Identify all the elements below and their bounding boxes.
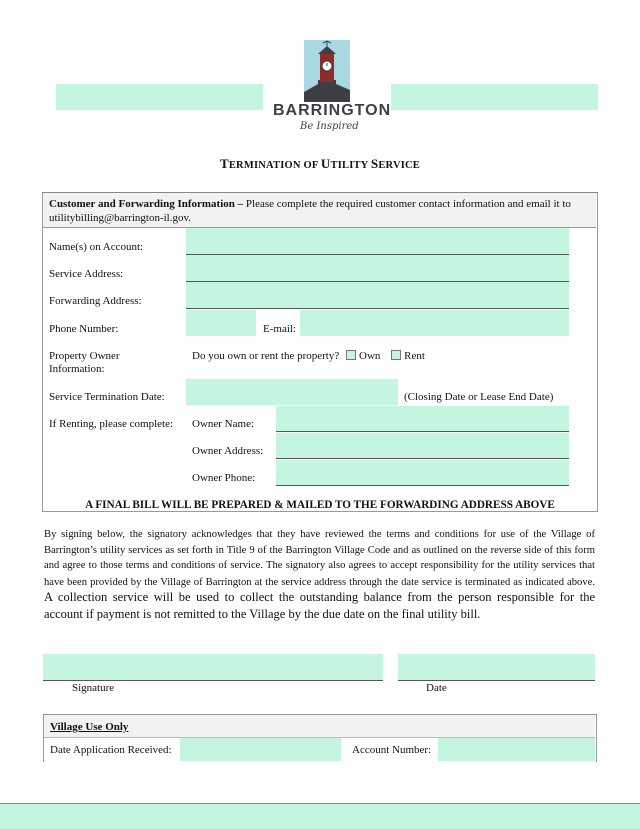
email-input[interactable] (300, 310, 569, 336)
final-bill-notice: A FINAL BILL WILL BE PREPARED & MAILED TO THE FORWARDING ADDRESS ABOVE (85, 499, 555, 511)
phone-label: Phone Number: (49, 323, 119, 335)
clock-tower-icon (304, 40, 350, 102)
names-input[interactable] (186, 228, 569, 255)
own-checkbox[interactable] (346, 350, 356, 360)
termination-date-hint: (Closing Date or Lease End Date) (404, 391, 554, 403)
rent-option-label: Rent (404, 350, 425, 362)
form-title: TERMINATION OF UTILITY SERVICE (219, 156, 421, 171)
service-address-label: Service Address: (49, 268, 124, 280)
date-received-input[interactable] (180, 738, 341, 761)
owner-address-input[interactable] (276, 433, 569, 459)
forwarding-address-label: Forwarding Address: (49, 295, 142, 307)
logo-wordmark: BARRINGTON (273, 102, 392, 119)
account-number-label: Account Number: (352, 744, 432, 756)
village-logo (270, 38, 392, 138)
renting-label: If Renting, please complete: (49, 418, 174, 430)
owner-name-input[interactable] (276, 406, 569, 432)
terms-paragraph: By signing below, the signatory acknowledges that they have reviewed the terms and conditions for use of the Village of Barrington’s utility services as set forth in Title 9 of the Barrington Village Code and as outlined on the reverse side of this form and agree to those terms and conditions of service. The signatory also agrees to accept responsibility for the utility services that have been provided by the Village of Barrington at the service address through the date service is terminated as indicated above. A collection service will be used to collect the outstanding balance from the person responsible for the account if payment is not remitted to the Village by the due date on the final utility bill. (44, 529, 595, 621)
owner-name-label: Owner Name: (192, 418, 255, 430)
account-number-input[interactable] (438, 738, 595, 761)
termination-date-label: Service Termination Date: (49, 391, 165, 403)
names-label: Name(s) on Account: (49, 241, 144, 253)
village-use-heading: Village Use Only (50, 721, 129, 733)
header-left-band (56, 84, 263, 110)
rent-checkbox[interactable] (391, 350, 401, 360)
termination-date-input[interactable] (186, 379, 398, 405)
email-label: E-mail: (263, 323, 296, 335)
section-intro: Customer and Forwarding Information – Please complete the required customer contact information and email it to utilitybilling@barrington-il.gov. (49, 198, 571, 224)
forwarding-address-input[interactable] (186, 282, 569, 309)
own-rent-question: Do you own or rent the property? Own Rent (192, 350, 425, 362)
logo-tagline: Be Inspired (300, 121, 359, 132)
signature-input[interactable] (43, 654, 383, 681)
date-input[interactable] (398, 654, 595, 681)
date-label: Date (426, 682, 447, 694)
owner-address-label: Owner Address: (192, 445, 264, 457)
owner-phone-input[interactable] (276, 460, 569, 486)
date-received-label: Date Application Received: (50, 744, 172, 756)
owner-phone-label: Owner Phone: (192, 472, 256, 484)
property-owner-label: Property Owner Information: (49, 350, 120, 375)
footer-band (0, 803, 640, 829)
header-right-band (391, 84, 598, 110)
service-address-input[interactable] (186, 255, 569, 282)
phone-input[interactable] (186, 310, 256, 336)
signature-label: Signature (72, 682, 115, 694)
own-option-label: Own (359, 350, 381, 362)
